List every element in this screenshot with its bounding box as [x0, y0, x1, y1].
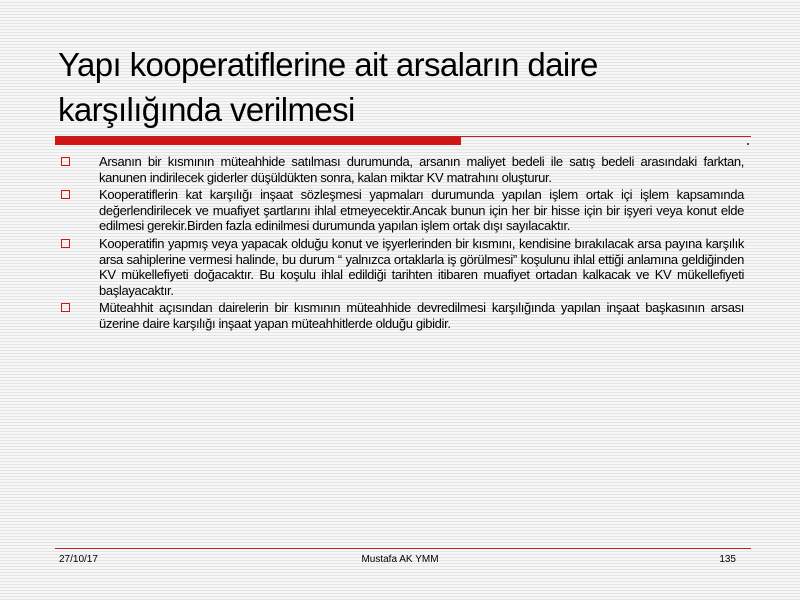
bullet-item: [60, 187, 744, 234]
title-underline-dot: [747, 143, 749, 145]
title-underline-thick: [55, 137, 461, 145]
bullet-item: [60, 154, 744, 185]
hollow-square-bullet-icon: [61, 190, 70, 199]
slide-title: Yapı kooperatiflerine ait arsaların daire karşılığında verilmesi: [58, 46, 598, 128]
hollow-square-bullet-icon: [61, 303, 70, 312]
footer-author: Mustafa AK YMM: [361, 554, 439, 565]
title-underline: [55, 136, 751, 145]
page-number: 135: [719, 554, 736, 565]
hollow-square-bullet-icon: [61, 157, 70, 166]
bullet-item: [60, 236, 744, 298]
bullet-text: Kooperatiflerin kat karşılığı inşaat sözleşmesi yapmaları durumunda yapılan işlem ortak içi işlem kapsamında değerlendirilecek ve muafiyet şartlarını ihlal etmeyecektir.Ancak bunun için her bir hisse için bir işyeri veya konut elde edilmesi gerekir.Birden fazla edinilmesi durumunda yapılan işlem ortak dışı sayılacaktır.: [99, 187, 744, 234]
bullet-item: [60, 300, 744, 331]
footer-divider: [55, 548, 751, 549]
bullet-list: [60, 154, 744, 334]
hollow-square-bullet-icon: [61, 239, 70, 248]
bullet-text: Arsanın bir kısmının müteahhide satılması durumunda, arsanın maliyet bedeli ile satış bedeli arasındaki farktan, kanunen indirilecek giderler düşüldükten sonra, kalan miktar KV matrahını oluşturur.: [99, 154, 744, 185]
footer-date: 27/10/17: [59, 554, 98, 565]
bullet-text: Kooperatifin yapmış veya yapacak olduğu konut ve işyerlerinden bir kısmını, kendisine bırakılacak arsa payına karşılık arsa sahiplerine vermesi halinde, bu durum “ yalnızca ortaklarla iş görülmesi” koşulunu ihlal ettiği anlamına geldiğinden KV mükellefiyeti doğacaktır. Bu koşulu ihlal edildiği tarihten itibaren muafiyet ortadan kalkacak ve KV mükellefiyeti başlayacaktır.: [99, 235, 744, 298]
bullet-text: Müteahhit açısından dairelerin bir kısmının müteahhide devredilmesi karşılığında yapılan inşaat başkasının arsası üzerine daire karşılığı inşaat yapan müteahhitlerde olduğu gibidir.: [99, 300, 744, 331]
